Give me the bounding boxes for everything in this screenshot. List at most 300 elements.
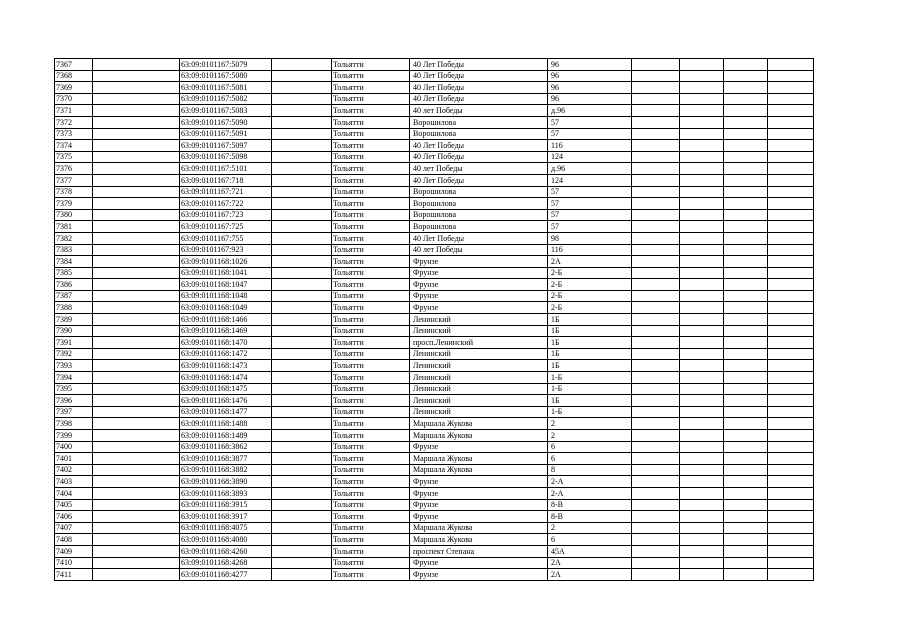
street-cell: Ворошилова bbox=[410, 198, 548, 210]
empty-cell bbox=[724, 290, 768, 302]
row-number-cell: 7388 bbox=[55, 302, 93, 314]
table-row bbox=[55, 82, 814, 94]
empty-cell bbox=[272, 267, 332, 279]
street-cell: Ворошилова bbox=[410, 116, 548, 128]
empty-cell bbox=[632, 128, 680, 140]
city-cell: Тольятти bbox=[332, 198, 410, 210]
house-number-cell: 57 bbox=[548, 116, 632, 128]
empty-cell bbox=[724, 372, 768, 384]
empty-cell bbox=[272, 174, 332, 186]
street-cell: Маршала Жукова bbox=[410, 418, 548, 430]
row-number-cell: 7394 bbox=[55, 372, 93, 384]
empty-cell bbox=[93, 82, 180, 94]
row-number-cell: 7372 bbox=[55, 116, 93, 128]
house-number-cell: 8 bbox=[548, 464, 632, 476]
city-cell: Тольятти bbox=[332, 82, 410, 94]
empty-cell bbox=[93, 267, 180, 279]
empty-cell bbox=[680, 325, 724, 337]
street-cell: Ленинский bbox=[410, 360, 548, 372]
empty-cell bbox=[272, 441, 332, 453]
empty-cell bbox=[680, 93, 724, 105]
empty-cell bbox=[93, 186, 180, 198]
house-number-cell: 1Б bbox=[548, 337, 632, 349]
house-number-cell: 2-Б bbox=[548, 279, 632, 291]
cadastral-number-cell: 63:09:0101167:725 bbox=[180, 221, 272, 233]
empty-cell bbox=[93, 499, 180, 511]
house-number-cell: 1Б bbox=[548, 348, 632, 360]
empty-cell bbox=[93, 418, 180, 430]
empty-cell bbox=[724, 128, 768, 140]
empty-cell bbox=[724, 267, 768, 279]
city-cell: Тольятти bbox=[332, 314, 410, 326]
empty-cell bbox=[768, 430, 814, 442]
row-number-cell: 7387 bbox=[55, 290, 93, 302]
empty-cell bbox=[632, 140, 680, 152]
empty-cell bbox=[93, 464, 180, 476]
row-number-cell: 7403 bbox=[55, 476, 93, 488]
table-row bbox=[55, 267, 814, 279]
table-row bbox=[55, 464, 814, 476]
empty-cell bbox=[632, 290, 680, 302]
table-row bbox=[55, 198, 814, 210]
empty-cell bbox=[93, 325, 180, 337]
empty-cell bbox=[93, 198, 180, 210]
empty-cell bbox=[768, 59, 814, 71]
empty-cell bbox=[272, 59, 332, 71]
empty-cell bbox=[724, 511, 768, 523]
empty-cell bbox=[680, 221, 724, 233]
city-cell: Тольятти bbox=[332, 522, 410, 534]
table-row bbox=[55, 476, 814, 488]
empty-cell bbox=[724, 522, 768, 534]
empty-cell bbox=[632, 116, 680, 128]
cadastral-number-cell: 63:09:0101167:721 bbox=[180, 186, 272, 198]
house-number-cell: 57 bbox=[548, 209, 632, 221]
empty-cell bbox=[93, 314, 180, 326]
city-cell: Тольятти bbox=[332, 487, 410, 499]
house-number-cell: 96 bbox=[548, 59, 632, 71]
empty-cell bbox=[680, 198, 724, 210]
empty-cell bbox=[272, 128, 332, 140]
empty-cell bbox=[93, 360, 180, 372]
table-row bbox=[55, 325, 814, 337]
empty-cell bbox=[272, 406, 332, 418]
empty-cell bbox=[632, 569, 680, 581]
street-cell: Ленинский bbox=[410, 372, 548, 384]
empty-cell bbox=[680, 82, 724, 94]
empty-cell bbox=[93, 476, 180, 488]
cadastral-number-cell: 63:09:0101168:4268 bbox=[180, 557, 272, 569]
empty-cell bbox=[680, 557, 724, 569]
empty-cell bbox=[680, 499, 724, 511]
cadastral-number-cell: 63:09:0101167:5081 bbox=[180, 82, 272, 94]
street-cell: 40 Лет Победы bbox=[410, 93, 548, 105]
empty-cell bbox=[272, 348, 332, 360]
empty-cell bbox=[724, 557, 768, 569]
empty-cell bbox=[724, 337, 768, 349]
cadastral-number-cell: 63:09:0101168:3882 bbox=[180, 464, 272, 476]
empty-cell bbox=[272, 209, 332, 221]
table-row bbox=[55, 186, 814, 198]
row-number-cell: 7400 bbox=[55, 441, 93, 453]
street-cell: Фрунзе bbox=[410, 569, 548, 581]
empty-cell bbox=[93, 290, 180, 302]
empty-cell bbox=[768, 372, 814, 384]
empty-cell bbox=[272, 325, 332, 337]
street-cell: 40 Лет Победы bbox=[410, 174, 548, 186]
empty-cell bbox=[724, 244, 768, 256]
empty-cell bbox=[632, 557, 680, 569]
empty-cell bbox=[724, 441, 768, 453]
empty-cell bbox=[93, 348, 180, 360]
cadastral-number-cell: 63:09:0101168:4260 bbox=[180, 545, 272, 557]
city-cell: Тольятти bbox=[332, 70, 410, 82]
empty-cell bbox=[632, 209, 680, 221]
table-row bbox=[55, 244, 814, 256]
row-number-cell: 7393 bbox=[55, 360, 93, 372]
house-number-cell: 57 bbox=[548, 221, 632, 233]
empty-cell bbox=[768, 82, 814, 94]
empty-cell bbox=[272, 476, 332, 488]
empty-cell bbox=[768, 209, 814, 221]
empty-cell bbox=[272, 430, 332, 442]
house-number-cell: 1Б bbox=[548, 360, 632, 372]
empty-cell bbox=[724, 348, 768, 360]
empty-cell bbox=[632, 93, 680, 105]
empty-cell bbox=[768, 221, 814, 233]
house-number-cell: 1Б bbox=[548, 395, 632, 407]
cadastral-number-cell: 63:09:0101168:3877 bbox=[180, 453, 272, 465]
empty-cell bbox=[768, 151, 814, 163]
cadastral-number-cell: 63:09:0101168:1048 bbox=[180, 290, 272, 302]
empty-cell bbox=[272, 302, 332, 314]
table-row bbox=[55, 522, 814, 534]
empty-cell bbox=[724, 499, 768, 511]
city-cell: Тольятти bbox=[332, 105, 410, 117]
city-cell: Тольятти bbox=[332, 186, 410, 198]
city-cell: Тольятти bbox=[332, 290, 410, 302]
empty-cell bbox=[724, 221, 768, 233]
street-cell: Маршала Жукова bbox=[410, 534, 548, 546]
city-cell: Тольятти bbox=[332, 232, 410, 244]
house-number-cell: 57 bbox=[548, 128, 632, 140]
cadastral-number-cell: 63:09:0101167:5097 bbox=[180, 140, 272, 152]
cadastral-number-cell: 63:09:0101167:5083 bbox=[180, 105, 272, 117]
table-row bbox=[55, 545, 814, 557]
table-row bbox=[55, 337, 814, 349]
empty-cell bbox=[768, 557, 814, 569]
cadastral-number-cell: 63:09:0101167:5079 bbox=[180, 59, 272, 71]
empty-cell bbox=[93, 372, 180, 384]
house-number-cell: 6 bbox=[548, 453, 632, 465]
house-number-cell: 6 bbox=[548, 441, 632, 453]
table-row bbox=[55, 209, 814, 221]
cadastral-number-cell: 63:09:0101168:4080 bbox=[180, 534, 272, 546]
empty-cell bbox=[768, 232, 814, 244]
empty-cell bbox=[93, 395, 180, 407]
empty-cell bbox=[632, 418, 680, 430]
empty-cell bbox=[724, 116, 768, 128]
empty-cell bbox=[93, 302, 180, 314]
street-cell: проспект Степана bbox=[410, 545, 548, 557]
row-number-cell: 7397 bbox=[55, 406, 93, 418]
empty-cell bbox=[768, 348, 814, 360]
house-number-cell: 124 bbox=[548, 174, 632, 186]
house-number-cell: 2-Б bbox=[548, 302, 632, 314]
cadastral-number-cell: 63:09:0101168:4277 bbox=[180, 569, 272, 581]
table-row bbox=[55, 93, 814, 105]
empty-cell bbox=[724, 476, 768, 488]
row-number-cell: 7407 bbox=[55, 522, 93, 534]
row-number-cell: 7385 bbox=[55, 267, 93, 279]
house-number-cell: 8-В bbox=[548, 511, 632, 523]
empty-cell bbox=[768, 395, 814, 407]
table-row bbox=[55, 151, 814, 163]
street-cell: Ленинский bbox=[410, 406, 548, 418]
row-number-cell: 7410 bbox=[55, 557, 93, 569]
empty-cell bbox=[680, 151, 724, 163]
empty-cell bbox=[272, 418, 332, 430]
table-row bbox=[55, 418, 814, 430]
empty-cell bbox=[768, 279, 814, 291]
empty-cell bbox=[724, 151, 768, 163]
cadastral-number-cell: 63:09:0101168:3862 bbox=[180, 441, 272, 453]
empty-cell bbox=[680, 290, 724, 302]
table-row bbox=[55, 290, 814, 302]
city-cell: Тольятти bbox=[332, 325, 410, 337]
row-number-cell: 7399 bbox=[55, 430, 93, 442]
row-number-cell: 7383 bbox=[55, 244, 93, 256]
house-number-cell: 2-А bbox=[548, 487, 632, 499]
house-number-cell: 1-Б bbox=[548, 372, 632, 384]
street-cell: Фрунзе bbox=[410, 557, 548, 569]
empty-cell bbox=[680, 453, 724, 465]
row-number-cell: 7368 bbox=[55, 70, 93, 82]
empty-cell bbox=[680, 174, 724, 186]
row-number-cell: 7367 bbox=[55, 59, 93, 71]
city-cell: Тольятти bbox=[332, 128, 410, 140]
table-row bbox=[55, 441, 814, 453]
row-number-cell: 7380 bbox=[55, 209, 93, 221]
row-number-cell: 7378 bbox=[55, 186, 93, 198]
row-number-cell: 7409 bbox=[55, 545, 93, 557]
empty-cell bbox=[93, 511, 180, 523]
empty-cell bbox=[680, 487, 724, 499]
cadastral-number-cell: 63:09:0101168:1477 bbox=[180, 406, 272, 418]
house-number-cell: 2-А bbox=[548, 476, 632, 488]
street-cell: Ворошилова bbox=[410, 209, 548, 221]
empty-cell bbox=[724, 430, 768, 442]
city-cell: Тольятти bbox=[332, 348, 410, 360]
cadastral-number-cell: 63:09:0101168:1470 bbox=[180, 337, 272, 349]
cadastral-number-cell: 63:09:0101168:1476 bbox=[180, 395, 272, 407]
empty-cell bbox=[724, 105, 768, 117]
city-cell: Тольятти bbox=[332, 337, 410, 349]
empty-cell bbox=[632, 499, 680, 511]
empty-cell bbox=[768, 244, 814, 256]
empty-cell bbox=[272, 534, 332, 546]
empty-cell bbox=[93, 406, 180, 418]
cadastral-number-cell: 63:09:0101168:1472 bbox=[180, 348, 272, 360]
row-number-cell: 7373 bbox=[55, 128, 93, 140]
empty-cell bbox=[632, 337, 680, 349]
empty-cell bbox=[93, 569, 180, 581]
empty-cell bbox=[724, 453, 768, 465]
table-row bbox=[55, 487, 814, 499]
empty-cell bbox=[768, 337, 814, 349]
empty-cell bbox=[632, 302, 680, 314]
empty-cell bbox=[768, 569, 814, 581]
empty-cell bbox=[724, 302, 768, 314]
table-row bbox=[55, 105, 814, 117]
empty-cell bbox=[768, 267, 814, 279]
empty-cell bbox=[632, 256, 680, 268]
house-number-cell: 96 bbox=[548, 82, 632, 94]
street-cell: 40 Лет Победы bbox=[410, 59, 548, 71]
empty-cell bbox=[680, 360, 724, 372]
empty-cell bbox=[724, 140, 768, 152]
row-number-cell: 7405 bbox=[55, 499, 93, 511]
empty-cell bbox=[632, 441, 680, 453]
empty-cell bbox=[272, 383, 332, 395]
empty-cell bbox=[680, 545, 724, 557]
city-cell: Тольятти bbox=[332, 221, 410, 233]
empty-cell bbox=[632, 406, 680, 418]
empty-cell bbox=[632, 511, 680, 523]
row-number-cell: 7402 bbox=[55, 464, 93, 476]
table-row bbox=[55, 279, 814, 291]
empty-cell bbox=[632, 82, 680, 94]
table-row bbox=[55, 116, 814, 128]
empty-cell bbox=[272, 557, 332, 569]
table-row bbox=[55, 511, 814, 523]
street-cell: 40 Лет Победы bbox=[410, 151, 548, 163]
empty-cell bbox=[680, 511, 724, 523]
empty-cell bbox=[724, 209, 768, 221]
empty-cell bbox=[724, 82, 768, 94]
empty-cell bbox=[768, 128, 814, 140]
house-number-cell: 2-Б bbox=[548, 290, 632, 302]
empty-cell bbox=[768, 325, 814, 337]
empty-cell bbox=[680, 569, 724, 581]
row-number-cell: 7389 bbox=[55, 314, 93, 326]
house-number-cell: 57 bbox=[548, 198, 632, 210]
city-cell: Тольятти bbox=[332, 418, 410, 430]
empty-cell bbox=[632, 59, 680, 71]
empty-cell bbox=[768, 105, 814, 117]
empty-cell bbox=[680, 186, 724, 198]
city-cell: Тольятти bbox=[332, 441, 410, 453]
empty-cell bbox=[768, 116, 814, 128]
house-number-cell: 98 bbox=[548, 232, 632, 244]
empty-cell bbox=[632, 314, 680, 326]
city-cell: Тольятти bbox=[332, 93, 410, 105]
empty-cell bbox=[632, 221, 680, 233]
empty-cell bbox=[632, 395, 680, 407]
empty-cell bbox=[632, 267, 680, 279]
empty-cell bbox=[724, 360, 768, 372]
row-number-cell: 7398 bbox=[55, 418, 93, 430]
house-number-cell: д.96 bbox=[548, 105, 632, 117]
table-row bbox=[55, 383, 814, 395]
row-number-cell: 7401 bbox=[55, 453, 93, 465]
empty-cell bbox=[680, 256, 724, 268]
empty-cell bbox=[680, 476, 724, 488]
city-cell: Тольятти bbox=[332, 511, 410, 523]
empty-cell bbox=[680, 279, 724, 291]
empty-cell bbox=[724, 569, 768, 581]
empty-cell bbox=[632, 348, 680, 360]
empty-cell bbox=[768, 360, 814, 372]
cadastral-number-cell: 63:09:0101167:5098 bbox=[180, 151, 272, 163]
row-number-cell: 7371 bbox=[55, 105, 93, 117]
empty-cell bbox=[680, 522, 724, 534]
street-cell: Маршала Жукова bbox=[410, 522, 548, 534]
empty-cell bbox=[93, 453, 180, 465]
city-cell: Тольятти bbox=[332, 244, 410, 256]
street-cell: 40 лет Победы bbox=[410, 163, 548, 175]
row-number-cell: 7377 bbox=[55, 174, 93, 186]
house-number-cell: 96 bbox=[548, 93, 632, 105]
empty-cell bbox=[93, 105, 180, 117]
street-cell: Маршала Жукова bbox=[410, 464, 548, 476]
empty-cell bbox=[768, 256, 814, 268]
empty-cell bbox=[768, 93, 814, 105]
empty-cell bbox=[768, 290, 814, 302]
city-cell: Тольятти bbox=[332, 430, 410, 442]
empty-cell bbox=[724, 256, 768, 268]
empty-cell bbox=[93, 140, 180, 152]
empty-cell bbox=[724, 418, 768, 430]
empty-cell bbox=[93, 151, 180, 163]
empty-cell bbox=[768, 383, 814, 395]
empty-cell bbox=[680, 140, 724, 152]
row-number-cell: 7374 bbox=[55, 140, 93, 152]
street-cell: Фрунзе bbox=[410, 476, 548, 488]
city-cell: Тольятти bbox=[332, 569, 410, 581]
empty-cell bbox=[680, 464, 724, 476]
empty-cell bbox=[272, 569, 332, 581]
empty-cell bbox=[272, 163, 332, 175]
house-number-cell: 2 bbox=[548, 430, 632, 442]
empty-cell bbox=[93, 174, 180, 186]
empty-cell bbox=[272, 93, 332, 105]
empty-cell bbox=[632, 70, 680, 82]
street-cell: Фрунзе bbox=[410, 302, 548, 314]
row-number-cell: 7382 bbox=[55, 232, 93, 244]
empty-cell bbox=[93, 545, 180, 557]
empty-cell bbox=[272, 511, 332, 523]
street-cell: Ленинский bbox=[410, 383, 548, 395]
empty-cell bbox=[768, 545, 814, 557]
house-number-cell: 1-Б bbox=[548, 383, 632, 395]
empty-cell bbox=[632, 453, 680, 465]
city-cell: Тольятти bbox=[332, 209, 410, 221]
empty-cell bbox=[272, 244, 332, 256]
house-number-cell: 1Б bbox=[548, 314, 632, 326]
empty-cell bbox=[768, 511, 814, 523]
row-number-cell: 7392 bbox=[55, 348, 93, 360]
house-number-cell: 2А bbox=[548, 557, 632, 569]
empty-cell bbox=[272, 70, 332, 82]
empty-cell bbox=[768, 302, 814, 314]
empty-cell bbox=[272, 290, 332, 302]
row-number-cell: 7395 bbox=[55, 383, 93, 395]
empty-cell bbox=[272, 82, 332, 94]
city-cell: Тольятти bbox=[332, 372, 410, 384]
city-cell: Тольятти bbox=[332, 464, 410, 476]
cadastral-number-cell: 63:09:0101167:5101 bbox=[180, 163, 272, 175]
